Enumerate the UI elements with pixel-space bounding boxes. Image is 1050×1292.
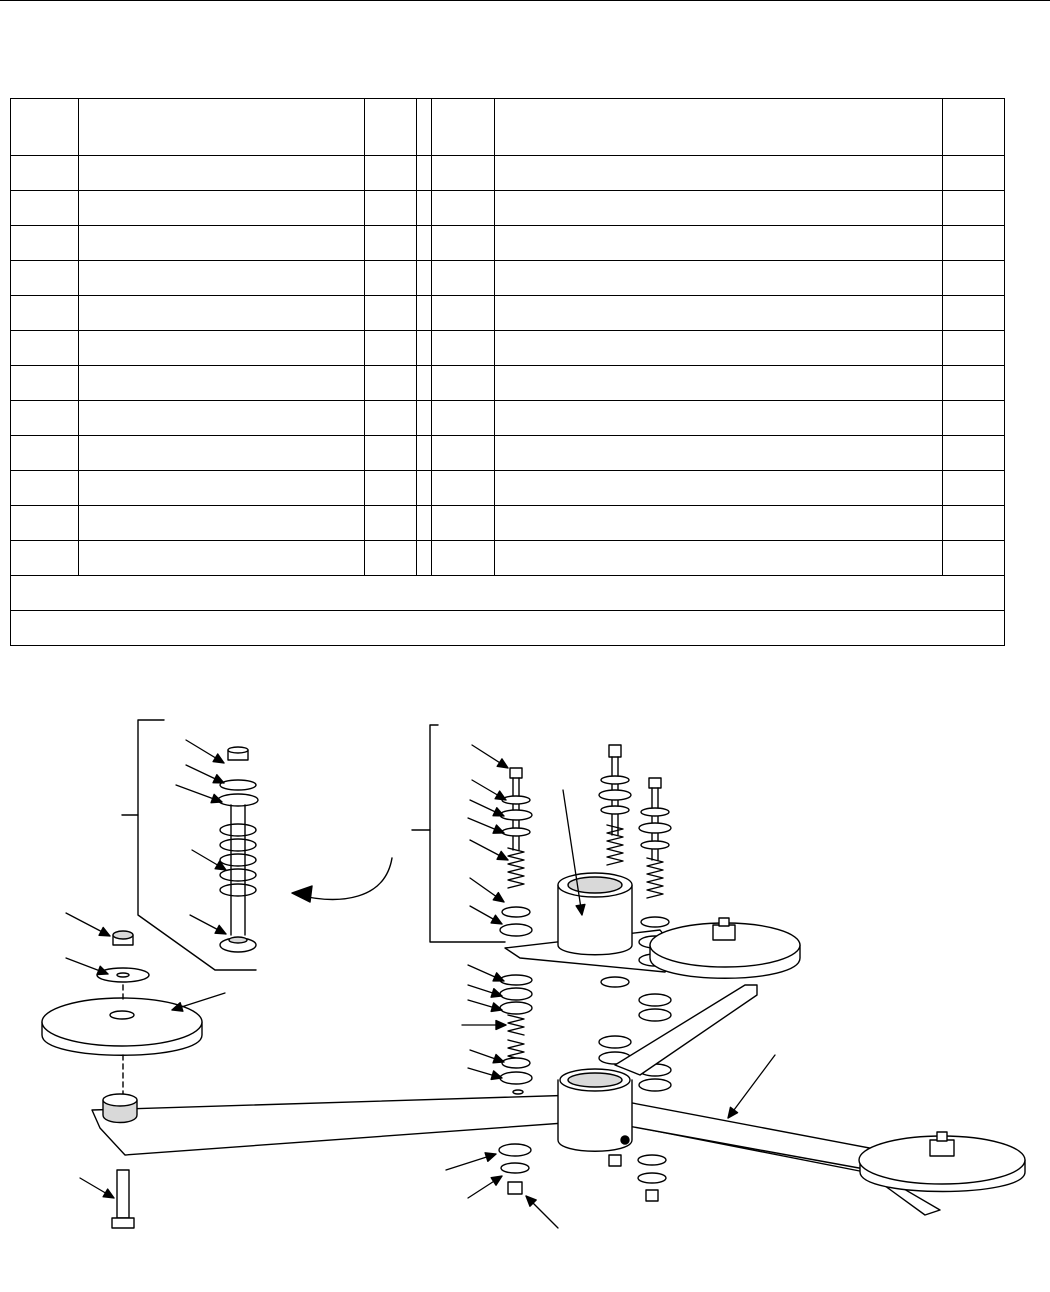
cell-qty xyxy=(365,331,417,366)
cell-spacer xyxy=(417,366,432,401)
cell-qty-2 xyxy=(943,191,1005,226)
callout-arrowhead xyxy=(215,861,226,870)
cell-part xyxy=(79,156,365,191)
cell-ref xyxy=(11,226,79,261)
callout-arrowhead xyxy=(99,927,110,936)
cell-ref xyxy=(11,296,79,331)
callout-arrowhead xyxy=(491,1176,502,1185)
table-row xyxy=(11,366,1005,401)
callout-leader-line xyxy=(728,1055,775,1118)
table-header-row xyxy=(11,99,1005,156)
cell-part xyxy=(79,226,365,261)
header-qty xyxy=(365,99,417,156)
cell-part-2 xyxy=(495,226,943,261)
cell-part-2 xyxy=(495,471,943,506)
cell-part xyxy=(79,331,365,366)
header-part xyxy=(79,99,365,156)
table-row xyxy=(11,471,1005,506)
header-qty-2 xyxy=(943,99,1005,156)
top-rule xyxy=(0,0,1050,1)
cell-ref-2 xyxy=(432,506,495,541)
cell-ref-2 xyxy=(432,331,495,366)
callout-arrowhead xyxy=(497,851,508,860)
pivot-bolt xyxy=(112,1170,134,1228)
cell-part-2 xyxy=(495,156,943,191)
center-hub-bottom xyxy=(558,1069,632,1151)
header-ref xyxy=(11,99,79,156)
cell-ref xyxy=(11,156,79,191)
cell-part xyxy=(79,471,365,506)
cell-part xyxy=(79,436,365,471)
cell-spacer xyxy=(417,541,432,576)
table-note-row xyxy=(11,611,1005,646)
cell-ref xyxy=(11,401,79,436)
cell-qty xyxy=(365,401,417,436)
cell-ref xyxy=(11,436,79,471)
cell-qty xyxy=(365,436,417,471)
table-row xyxy=(11,191,1005,226)
cell-ref xyxy=(11,191,79,226)
table-row xyxy=(11,436,1005,471)
table-row xyxy=(11,401,1005,436)
cell-ref-2 xyxy=(432,156,495,191)
right-lower-pulley xyxy=(859,1132,1025,1192)
header-part-2 xyxy=(495,99,943,156)
spring-bolt-stack-left xyxy=(218,747,258,952)
cell-qty xyxy=(365,366,417,401)
cell-part xyxy=(79,401,365,436)
cell-ref xyxy=(11,541,79,576)
cell-spacer xyxy=(417,226,432,261)
cell-spacer xyxy=(417,191,432,226)
right-upper-pulley xyxy=(650,918,800,978)
callout-arrowhead xyxy=(103,1189,114,1198)
callout-arrowhead xyxy=(493,825,504,833)
cell-part-2 xyxy=(495,506,943,541)
cell-spacer xyxy=(417,296,432,331)
cell-part-2 xyxy=(495,541,943,576)
cell-ref xyxy=(11,506,79,541)
table-note xyxy=(11,576,1005,611)
cell-qty-2 xyxy=(943,436,1005,471)
bottom-hardware xyxy=(499,1144,666,1201)
cell-part-2 xyxy=(495,261,943,296)
header-spacer xyxy=(417,99,432,156)
table-note xyxy=(11,611,1005,646)
cell-qty xyxy=(365,506,417,541)
cell-qty-2 xyxy=(943,366,1005,401)
cell-part xyxy=(79,541,365,576)
cell-qty-2 xyxy=(943,156,1005,191)
cell-qty xyxy=(365,156,417,191)
exploded-view-diagram xyxy=(0,700,1050,1292)
cell-spacer xyxy=(417,436,432,471)
callout-arrowhead xyxy=(497,759,508,768)
cell-part xyxy=(79,366,365,401)
cell-ref-2 xyxy=(432,261,495,296)
cell-ref-2 xyxy=(432,366,495,401)
cell-ref-2 xyxy=(432,296,495,331)
cell-qty xyxy=(365,191,417,226)
callout-arrowhead xyxy=(493,1054,504,1062)
cell-ref xyxy=(11,471,79,506)
cell-spacer xyxy=(417,401,432,436)
callout-arrowhead xyxy=(496,1021,506,1030)
callout-arrowhead xyxy=(728,1107,738,1118)
callout-arrowhead xyxy=(495,791,506,800)
cell-part xyxy=(79,296,365,331)
callout-arrowhead xyxy=(491,1071,502,1080)
cell-qty-2 xyxy=(943,506,1005,541)
callout-arrowhead xyxy=(485,1153,496,1162)
cell-part-2 xyxy=(495,401,943,436)
cell-qty-2 xyxy=(943,226,1005,261)
cell-qty xyxy=(365,226,417,261)
cell-ref xyxy=(11,366,79,401)
cell-part xyxy=(79,191,365,226)
cell-ref xyxy=(11,331,79,366)
cell-qty xyxy=(365,261,417,296)
detail-curve-arrow xyxy=(292,858,392,902)
cell-ref-2 xyxy=(432,226,495,261)
cell-spacer xyxy=(417,471,432,506)
cell-qty xyxy=(365,296,417,331)
table-row xyxy=(11,296,1005,331)
cell-ref-2 xyxy=(432,471,495,506)
cell-part-2 xyxy=(495,191,943,226)
cell-spacer xyxy=(417,331,432,366)
parts-list-table xyxy=(10,98,1005,646)
table-row xyxy=(11,331,1005,366)
cell-qty-2 xyxy=(943,331,1005,366)
cell-qty-2 xyxy=(943,401,1005,436)
cell-qty-2 xyxy=(943,471,1005,506)
table-note-row xyxy=(11,576,1005,611)
cell-spacer xyxy=(417,506,432,541)
cell-spacer xyxy=(417,156,432,191)
cell-ref-2 xyxy=(432,401,495,436)
cell-qty-2 xyxy=(943,261,1005,296)
left-pulley-assembly xyxy=(42,931,202,1095)
callout-arrowhead xyxy=(213,754,224,763)
table-row xyxy=(11,506,1005,541)
cell-qty xyxy=(365,541,417,576)
cell-part-2 xyxy=(495,296,943,331)
cell-qty-2 xyxy=(943,541,1005,576)
callout-arrowhead xyxy=(215,925,226,934)
table-row xyxy=(11,541,1005,576)
callout-arrowhead xyxy=(213,775,224,783)
header-ref-2 xyxy=(432,99,495,156)
callout-arrowhead xyxy=(493,893,504,902)
table-row xyxy=(11,261,1005,296)
cell-part xyxy=(79,261,365,296)
cell-qty xyxy=(365,471,417,506)
cell-part-2 xyxy=(495,331,943,366)
cell-part-2 xyxy=(495,366,943,401)
cell-ref-2 xyxy=(432,436,495,471)
cell-qty-2 xyxy=(943,296,1005,331)
cell-part-2 xyxy=(495,436,943,471)
cell-part xyxy=(79,506,365,541)
cell-ref xyxy=(11,261,79,296)
table-row xyxy=(11,156,1005,191)
cell-ref-2 xyxy=(432,541,495,576)
callout-arrowhead xyxy=(491,915,502,924)
cell-spacer xyxy=(417,261,432,296)
cell-ref-2 xyxy=(432,191,495,226)
table-row xyxy=(11,226,1005,261)
